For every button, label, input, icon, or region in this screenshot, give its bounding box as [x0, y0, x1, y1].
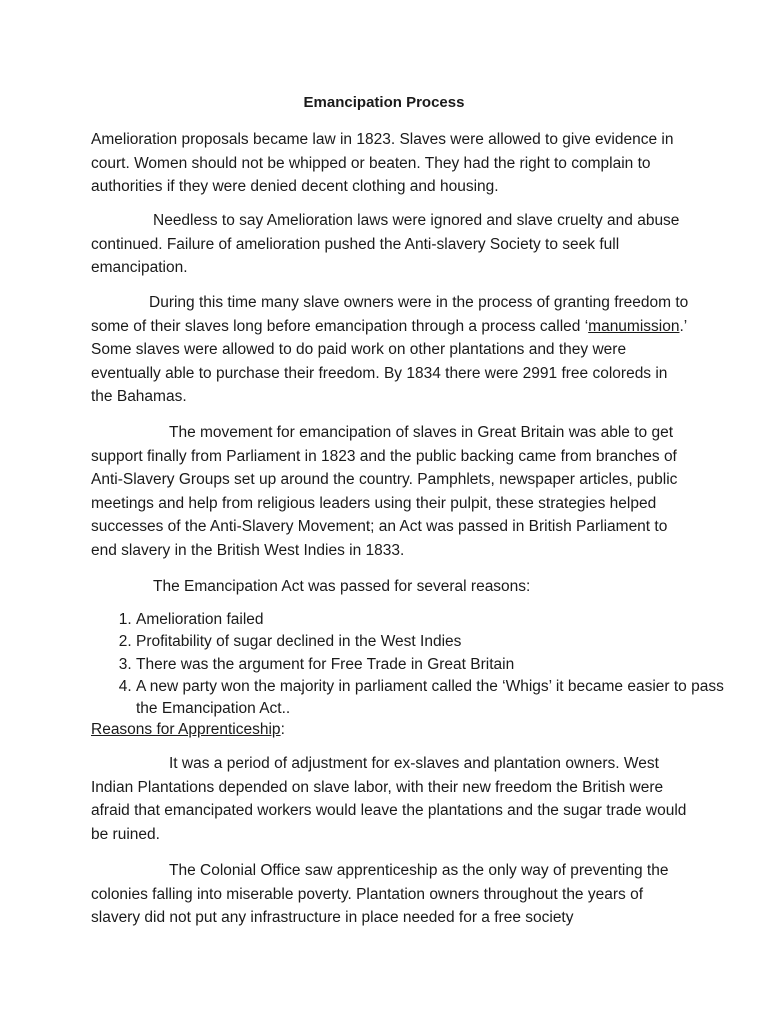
- paragraph-colonial-office: The Colonial Office saw apprenticeship as the only way of preventing the colonies falling into miserable poverty. Plantation owners throughout the years of slavery did not put any infrastructure in place needed for a free society: [91, 862, 669, 926]
- list-item: 4. A new party won the majority in parliament called the ‘Whigs’ it became easier to pass the Emancipation Act..: [136, 676, 736, 721]
- paragraph-manumission: [91, 291, 691, 409]
- manumission-term: manumission: [588, 317, 680, 335]
- list-item: 1. Amelioration failed: [136, 609, 736, 631]
- paragraph-amelioration-proposals: Amelioration proposals became law in 1823. Slaves were allowed to give evidence in court. Women should not be whipped or beaten. They had the right to complain to authorities if they were denied decent clothing and housing.: [91, 131, 674, 195]
- paragraph-manumission-text-2: .’ Some slaves were allowed to do paid work on other plantations and they were eventually able to purchase their freedom. By 1834 there were 2991 free coloreds in the Bahamas.: [91, 317, 687, 405]
- section-heading-colon: :: [280, 721, 285, 738]
- paragraph-act-reasons-intro: The Emancipation Act was passed for several reasons:: [153, 578, 531, 595]
- list-item: 2. Profitability of sugar declined in the West Indies: [136, 631, 736, 653]
- paragraph-apprenticeship-adjustment: It was a period of adjustment for ex-slaves and plantation owners. West Indian Plantations depended on slave labor, with their new freedom the British were afraid that emancipated workers would leave the plantations and the sugar trade would be ruined.: [91, 755, 687, 843]
- list-item: 3. There was the argument for Free Trade in Great Britain: [136, 654, 736, 676]
- document-title: Emancipation Process: [303, 94, 465, 111]
- section-heading-text: Reasons for Apprenticeship: [91, 721, 281, 738]
- section-heading-apprenticeship: [91, 719, 285, 741]
- paragraph-manumission-text-1: During this time many slave owners were in the process of granting freedom to some of their slaves long before emancipation through a process called ‘: [91, 294, 689, 335]
- reasons-list: [91, 609, 736, 720]
- paragraph-emancipation-movement: The movement for emancipation of slaves in Great Britain was able to get support finally from Parliament in 1823 and the public backing came from branches of Anti-Slavery Groups set up around the country. Pamphlets, newspaper articles, public meetings and help from religious leaders using their pulpit, these strategies helped successes of the Anti-Slavery Movement; an Act was passed in British Parliament to end slavery in the British West Indies in 1833.: [91, 424, 678, 559]
- paragraph-amelioration-ignored: Needless to say Amelioration laws were ignored and slave cruelty and abuse continued. Failure of amelioration pushed the Anti-slavery Society to seek full emancipation.: [91, 212, 680, 276]
